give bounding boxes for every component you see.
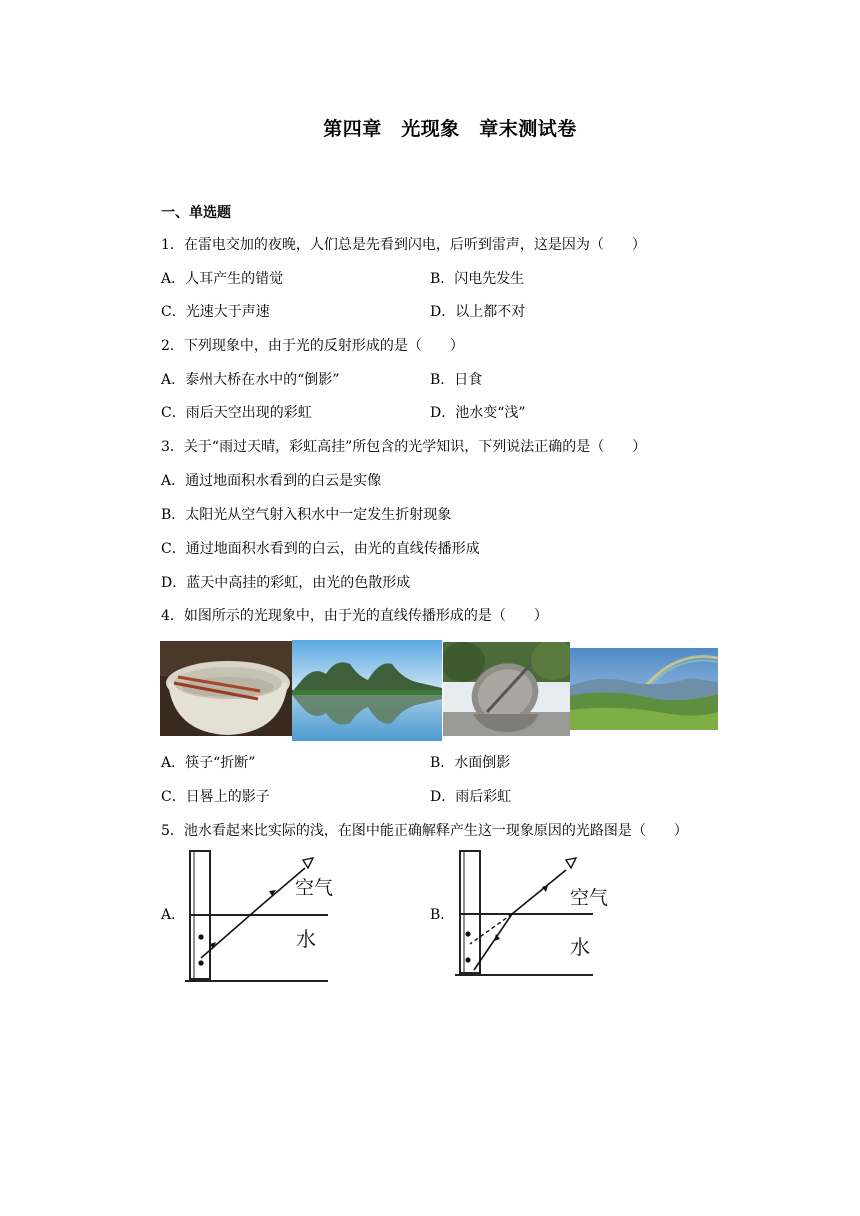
question-3-option-a: A．通过地面积水看到的白云是实像 (161, 473, 382, 489)
question-5-option-a: A． (161, 907, 186, 923)
ray-diagram-b (450, 846, 610, 986)
rainbow-landscape-photo (570, 648, 718, 730)
question-3-option-d: D．蓝天中高挂的彩虹，由光的色散形成 (161, 575, 411, 591)
question-2-option-c: C．雨后天空出现的彩虹 (161, 405, 312, 421)
question-5-option-b: B． (430, 907, 455, 923)
question-3-option-b: B．太阳光从空气射入积水中一定发生折射现象 (161, 507, 452, 523)
question-1-option-c: C．光速大于声速 (161, 304, 270, 320)
question-1-option-d: D．以上都不对 (430, 304, 526, 320)
ray-diagram-a (180, 846, 340, 986)
question-4-stem: 4．如图所示的光现象中，由于光的直线传播形成的是（ ） (161, 608, 548, 624)
diagram-b-water-label: 水 (570, 935, 590, 959)
question-1-stem: 1．在雷电交加的夜晚，人们总是先看到闪电，后听到雷声，这是因为（ ） (161, 237, 646, 253)
question-4-option-b: B．水面倒影 (430, 755, 511, 771)
question-2-option-d: D．池水变“浅” (430, 405, 526, 421)
diagram-a-air-label: 空气 (295, 877, 334, 899)
diagram-a-water-label: 水 (296, 927, 316, 951)
question-1-option-a: A．人耳产生的错觉 (161, 271, 284, 287)
question-4-option-d: D．雨后彩虹 (430, 789, 512, 805)
section-heading: 一、单选题 (161, 205, 231, 221)
question-2-option-b: B．日食 (430, 372, 483, 388)
question-4-option-a: A．筷子“折断” (161, 755, 256, 771)
question-3-stem: 3．关于“雨过天晴，彩虹高挂”所包含的光学知识，下列说法正确的是（ ） (161, 439, 647, 455)
question-5-stem: 5．池水看起来比实际的浅，在图中能正确解释产生这一现象原因的光路图是（ ） (161, 823, 688, 839)
question-4-option-c: C．日晷上的影子 (161, 789, 270, 805)
page-title: 第四章 光现象 章末测试卷 (323, 118, 577, 140)
question-2-stem: 2．下列现象中，由于光的反射形成的是（ ） (161, 338, 464, 354)
sundial-photo (443, 642, 570, 736)
diagram-b-air-label: 空气 (570, 887, 609, 909)
mountain-reflection-photo (292, 640, 442, 741)
question-1-option-b: B．闪电先发生 (430, 271, 525, 287)
question-3-option-c: C．通过地面积水看到的白云，由光的直线传播形成 (161, 541, 480, 557)
chopsticks-bowl-photo (160, 641, 292, 736)
question-2-option-a: A．泰州大桥在水中的“倒影” (161, 372, 340, 388)
